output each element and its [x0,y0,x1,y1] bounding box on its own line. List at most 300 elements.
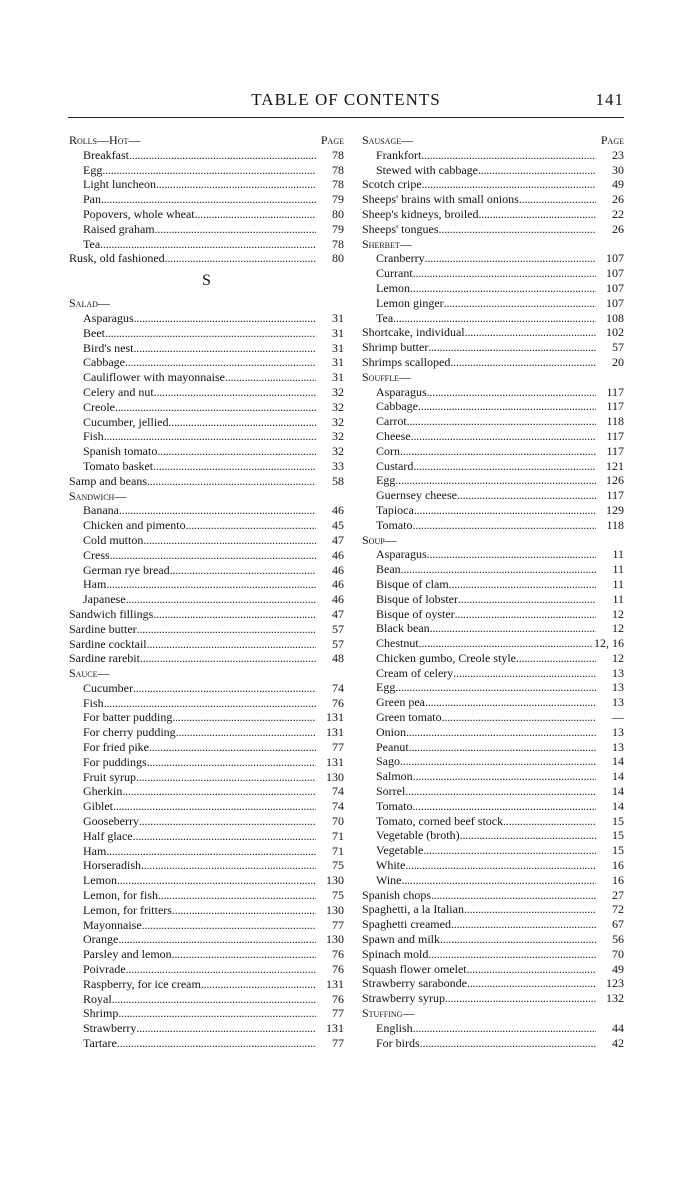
entry-label: Giblet [83,799,113,814]
entry-page-number: 11 [612,591,624,606]
entry-page-number: 11 [612,576,624,591]
entry-page-number: 70 [332,814,344,829]
index-entry [69,370,344,385]
entry-page-number: 49 [612,961,624,976]
entry-label: Peanut [376,739,409,754]
entry-label: Shrimp butter [362,340,429,355]
index-entry [362,296,624,311]
entry-page-number: 78 [332,147,344,162]
entry-page-number: 107 [606,266,624,281]
index-entry [362,621,624,636]
index-entry [362,740,624,755]
entry-label: Tea [376,310,394,325]
entry-page-number: 117 [606,384,624,399]
entry-label: Sheeps' tongues [362,221,439,236]
entry-page-number: 13 [612,695,624,710]
index-entry [69,784,344,799]
index-entry [69,563,344,578]
entry-label: Cheese [376,428,411,443]
entry-page-number: 32 [332,414,344,429]
index-entry [69,888,344,903]
entry-page-number: 13 [612,724,624,739]
page-column-heading: Page [600,133,624,147]
entry-label: Frankfort [376,147,422,162]
entry-label: Tapioca [376,502,414,517]
entry-label: Bisque of clam [376,576,449,591]
leader-dots [457,488,596,503]
entry-label: Spanish chops [362,887,431,902]
entry-label: Beet [83,325,105,340]
entry-page-number: 12 [612,621,624,636]
leader-dots [172,710,316,725]
page-number: 141 [595,90,624,109]
entry-label: Asparagus [83,310,134,325]
index-entry [362,311,624,326]
index-entry [362,917,624,932]
entry-label: For fried pike [83,740,149,755]
entry-label: Spinach mold [362,946,429,961]
index-entry [69,237,344,252]
index-entry [69,799,344,814]
leader-dots [413,799,597,814]
index-entry [69,755,344,770]
entry-label: Cabbage [376,399,418,414]
leader-dots [409,740,596,755]
entry-page-number: 76 [332,695,344,710]
index-entry [362,695,624,710]
leader-dots [407,414,596,429]
entry-page-number: 78 [332,162,344,177]
index-entry [69,858,344,873]
index-entry [362,325,624,340]
entry-page-number: 46 [332,562,344,577]
leader-dots [100,237,316,252]
leader-dots [414,503,596,518]
leader-dots [413,459,596,474]
leader-dots [458,592,596,607]
entry-page-number: 22 [612,206,624,221]
index-entry [362,459,624,474]
entry-label: Strawberry sarabonde [362,976,467,991]
entry-label: Spawn and milk [362,932,440,947]
leader-dots [419,636,592,651]
index-entry [362,947,624,962]
entry-label: Ham [83,577,107,592]
leader-dots [413,769,596,784]
entry-page-number: 74 [332,680,344,695]
entry-label: Sardine butter [69,621,137,636]
entry-page-number: 49 [612,177,624,192]
index-entry [362,888,624,903]
entry-page-number: 130 [326,902,344,917]
index-entry [69,814,344,829]
entry-page-number: 75 [332,858,344,873]
index-entry [69,696,344,711]
leader-dots [156,177,316,192]
entry-page-number: 70 [612,946,624,961]
index-entry [69,429,344,444]
entry-label: For puddings [83,754,147,769]
entry-page-number: 77 [332,1036,344,1051]
entry-label: Cress [83,547,110,562]
entry-page-number: 71 [332,828,344,843]
index-entry [69,592,344,607]
leader-dots [428,947,596,962]
leader-dots [154,385,316,400]
leader-dots [418,399,596,414]
entry-page-number: 117 [606,443,624,458]
index-entry [69,192,344,207]
entry-label: Shrimps scalloped [362,354,451,369]
entry-label: Stewed with cabbage [376,162,478,177]
leader-dots [105,326,316,341]
index-entry [362,1036,624,1051]
entry-label: Carrot [376,414,407,429]
leader-dots [147,755,316,770]
entry-page-number: 107 [606,251,624,266]
category-label: Rolls—Hot— [69,133,141,147]
entry-label: Egg [83,162,103,177]
entry-label: For birds [376,1035,420,1050]
entry-page-number: 108 [606,310,624,325]
entry-page-number: 75 [332,888,344,903]
entry-page-number: 46 [332,592,344,607]
leader-dots [449,577,596,592]
entry-page-number: 13 [612,739,624,754]
entry-page-number: 13 [612,665,624,680]
leader-dots [450,355,596,370]
index-entry [362,562,624,577]
entry-page-number: 15 [612,828,624,843]
entry-page-number: 11 [612,562,624,577]
entry-label: Tomato [376,517,413,532]
index-entry [69,533,344,548]
index-entry [69,207,344,222]
entry-label: Raspberry, for ice cream [83,976,201,991]
index-entry [69,962,344,977]
leader-dots [413,1021,596,1036]
entry-label: Wine [376,872,402,887]
entry-label: Cranberry [376,251,425,266]
index-entry [362,414,624,429]
entry-label: Celery and nut [83,384,154,399]
entry-page-number: 46 [332,503,344,518]
leader-dots [431,888,596,903]
leader-dots [467,962,596,977]
entry-label: Fruit syrup [83,769,137,784]
entry-page-number: 131 [326,754,344,769]
entry-page-number: 57 [612,340,624,355]
index-entry [362,814,624,829]
index-entry [69,326,344,341]
entry-label: Gooseberry [83,814,139,829]
entry-label: Banana [83,503,119,518]
entry-label: Cabbage [83,355,125,370]
index-entry [362,503,624,518]
index-entry [362,340,624,355]
entry-page-number: 14 [612,784,624,799]
leader-dots [453,666,596,681]
entry-page-number: 78 [332,177,344,192]
entry-label: Cream of celery [376,665,454,680]
index-entry [69,622,344,637]
leader-dots [133,681,316,696]
leader-dots [112,992,316,1007]
entry-page-number: 130 [326,873,344,888]
leader-dots [411,429,596,444]
entry-label: Squash flower omelet [362,961,467,976]
entry-page-number: 102 [606,325,624,340]
leader-dots [136,770,316,785]
leader-dots [423,843,596,858]
entry-label: Lemon, for fish [83,888,158,903]
index-entry [362,769,624,784]
leader-dots [137,622,316,637]
leader-dots [176,725,316,740]
entry-label: Samp and beans [69,473,147,488]
entry-label: German rye bread [83,562,170,577]
entry-page-number: 44 [612,1020,624,1035]
entry-label: For batter pudding [83,710,173,725]
page-column-heading [412,237,624,252]
entry-page-number: 130 [326,769,344,784]
leader-dots [104,429,316,444]
index-entry [69,311,344,326]
entry-label: Sago [376,754,400,769]
leader-dots [157,444,316,459]
entry-page-number: 74 [332,799,344,814]
leader-dots [133,829,316,844]
entry-page-number: 77 [332,740,344,755]
entry-label: Horseradish [83,858,141,873]
entry-label: Egg [376,680,396,695]
leader-dots [465,325,596,340]
index-entry [362,902,624,917]
entry-page-number: 46 [332,577,344,592]
entry-label: Sardine cocktail [69,636,147,651]
entry-page-number: 14 [612,754,624,769]
leader-dots [102,163,316,178]
index-entry [69,651,344,666]
entry-page-number: 117 [606,428,624,443]
entry-label: Chicken and pimento [83,518,186,533]
entry-page-number: 121 [606,458,624,473]
category-label: Sausage— [362,133,414,147]
index-entry [362,1021,624,1036]
entry-label: Custard [376,458,414,473]
entry-page-number: 67 [612,917,624,932]
leader-dots [139,814,316,829]
leader-dots [149,740,316,755]
entry-label: Vegetable (broth) [376,828,460,843]
entry-page-number: 45 [332,518,344,533]
entry-page-number: 126 [606,473,624,488]
entry-label: Vegetable [376,843,424,858]
leader-dots [395,473,596,488]
entry-page-number: — [612,710,624,725]
category-label: Sauce— [69,666,110,681]
leader-dots [405,784,596,799]
leader-dots [422,177,596,192]
leader-dots [440,932,596,947]
leader-dots [140,651,316,666]
category-heading [362,370,624,385]
leader-dots [413,266,596,281]
entry-label: Royal [83,991,112,1006]
index-entry [69,681,344,696]
entry-label: Black bean [376,621,430,636]
entry-page-number: 80 [332,206,344,221]
index-entry [69,385,344,400]
leader-dots [402,873,596,888]
leader-dots [464,902,596,917]
index-entry [362,488,624,503]
index-entry [362,266,624,281]
entry-page-number: 11 [612,547,624,562]
leader-dots [106,577,316,592]
category-heading [362,533,624,548]
entry-label: Bisque of oyster [376,606,455,621]
entry-page-number: 26 [612,221,624,236]
leader-dots [125,355,316,370]
index-entry [362,799,624,814]
entry-page-number: 57 [332,621,344,636]
entry-page-number: 129 [606,502,624,517]
leader-dots [455,607,596,622]
index-entry [362,636,624,651]
index-entry [362,680,624,695]
index-entry [362,177,624,192]
category-label: Soup— [362,532,397,547]
entry-page-number: 117 [606,399,624,414]
index-entry [362,592,624,607]
leader-dots [158,888,316,903]
leader-dots [405,858,596,873]
entry-label: Cucumber, jellied [83,414,169,429]
category-heading [69,133,344,148]
index-entry [362,222,624,237]
entry-page-number: 26 [612,192,624,207]
index-entry [69,770,344,785]
entry-page-number: 131 [326,976,344,991]
entry-page-number: 15 [612,813,624,828]
leader-dots [136,1021,316,1036]
entry-label: Chestnut [376,636,419,651]
leader-dots [467,976,596,991]
entry-page-number: 32 [332,429,344,444]
section-letter: S [202,272,211,290]
index-entry [69,177,344,192]
leader-dots [427,547,596,562]
index-entry [362,784,624,799]
entry-label: Tea [83,236,101,251]
leader-dots [147,637,316,652]
entry-page-number: 14 [612,798,624,813]
index-column-right [362,133,624,1050]
leader-dots [170,563,316,578]
entry-label: Tomato basket [83,458,154,473]
leader-dots [117,1036,316,1051]
category-label: Souffle— [362,369,411,384]
leader-dots [115,400,316,415]
entry-label: Strawberry [83,1021,137,1036]
leader-dots [172,903,316,918]
entry-label: Spaghetti creamed [362,917,451,932]
entry-page-number: 71 [332,843,344,858]
index-entry [69,444,344,459]
leader-dots [425,695,596,710]
leader-dots [445,991,596,1006]
leader-dots [110,548,316,563]
entry-label: Japanese [83,592,126,607]
entry-page-number: 77 [332,1006,344,1021]
index-entry [362,873,624,888]
entry-label: Asparagus [376,384,427,399]
entry-label: Shortcake, individual [362,325,465,340]
entry-page-number: 77 [332,917,344,932]
entry-label: Lemon, for fritters [83,902,172,917]
entry-label: Mayonnaise [83,917,142,932]
entry-label: Cauliflower with mayonnaise [83,370,225,385]
index-entry [362,932,624,947]
index-entry [362,547,624,562]
entry-label: English [376,1020,413,1035]
index-entry [69,918,344,933]
entry-label: Egg [376,473,396,488]
index-entry [69,548,344,563]
entry-page-number: 74 [332,784,344,799]
entry-label: Onion [376,724,406,739]
leader-dots [400,754,596,769]
leader-dots [428,340,596,355]
entry-page-number: 31 [332,325,344,340]
leader-dots [503,814,596,829]
page-column-heading [126,489,344,504]
entry-label: Scotch cripe [362,177,422,192]
entry-label: Corn [376,443,400,458]
index-entry [362,843,624,858]
index-entry [362,399,624,414]
entry-page-number: 14 [612,769,624,784]
index-entry [69,355,344,370]
leader-dots [134,341,317,356]
entry-page-number: 117 [606,488,624,503]
entry-page-number: 123 [606,976,624,991]
index-entry [69,1006,344,1021]
entry-page-number: 48 [332,651,344,666]
entry-page-number: 47 [332,532,344,547]
category-label: Salad— [69,296,110,311]
entry-page-number: 20 [612,354,624,369]
entry-page-number: 131 [326,1021,344,1036]
entry-label: Sardine rarebit [69,651,140,666]
leader-dots [126,592,316,607]
index-entry [362,607,624,622]
entry-label: For cherry pudding [83,725,176,740]
entry-page-number: 56 [612,932,624,947]
leader-dots [153,607,316,622]
index-entry [362,577,624,592]
entry-page-number: 57 [332,636,344,651]
entry-page-number: 27 [612,887,624,902]
leader-dots [410,281,596,296]
leader-dots [118,1006,316,1021]
entry-label: Cucumber [83,680,133,695]
entry-page-number: 15 [612,843,624,858]
category-heading [69,489,344,504]
entry-label: Half glace [83,828,133,843]
entry-page-number: 58 [332,473,344,488]
